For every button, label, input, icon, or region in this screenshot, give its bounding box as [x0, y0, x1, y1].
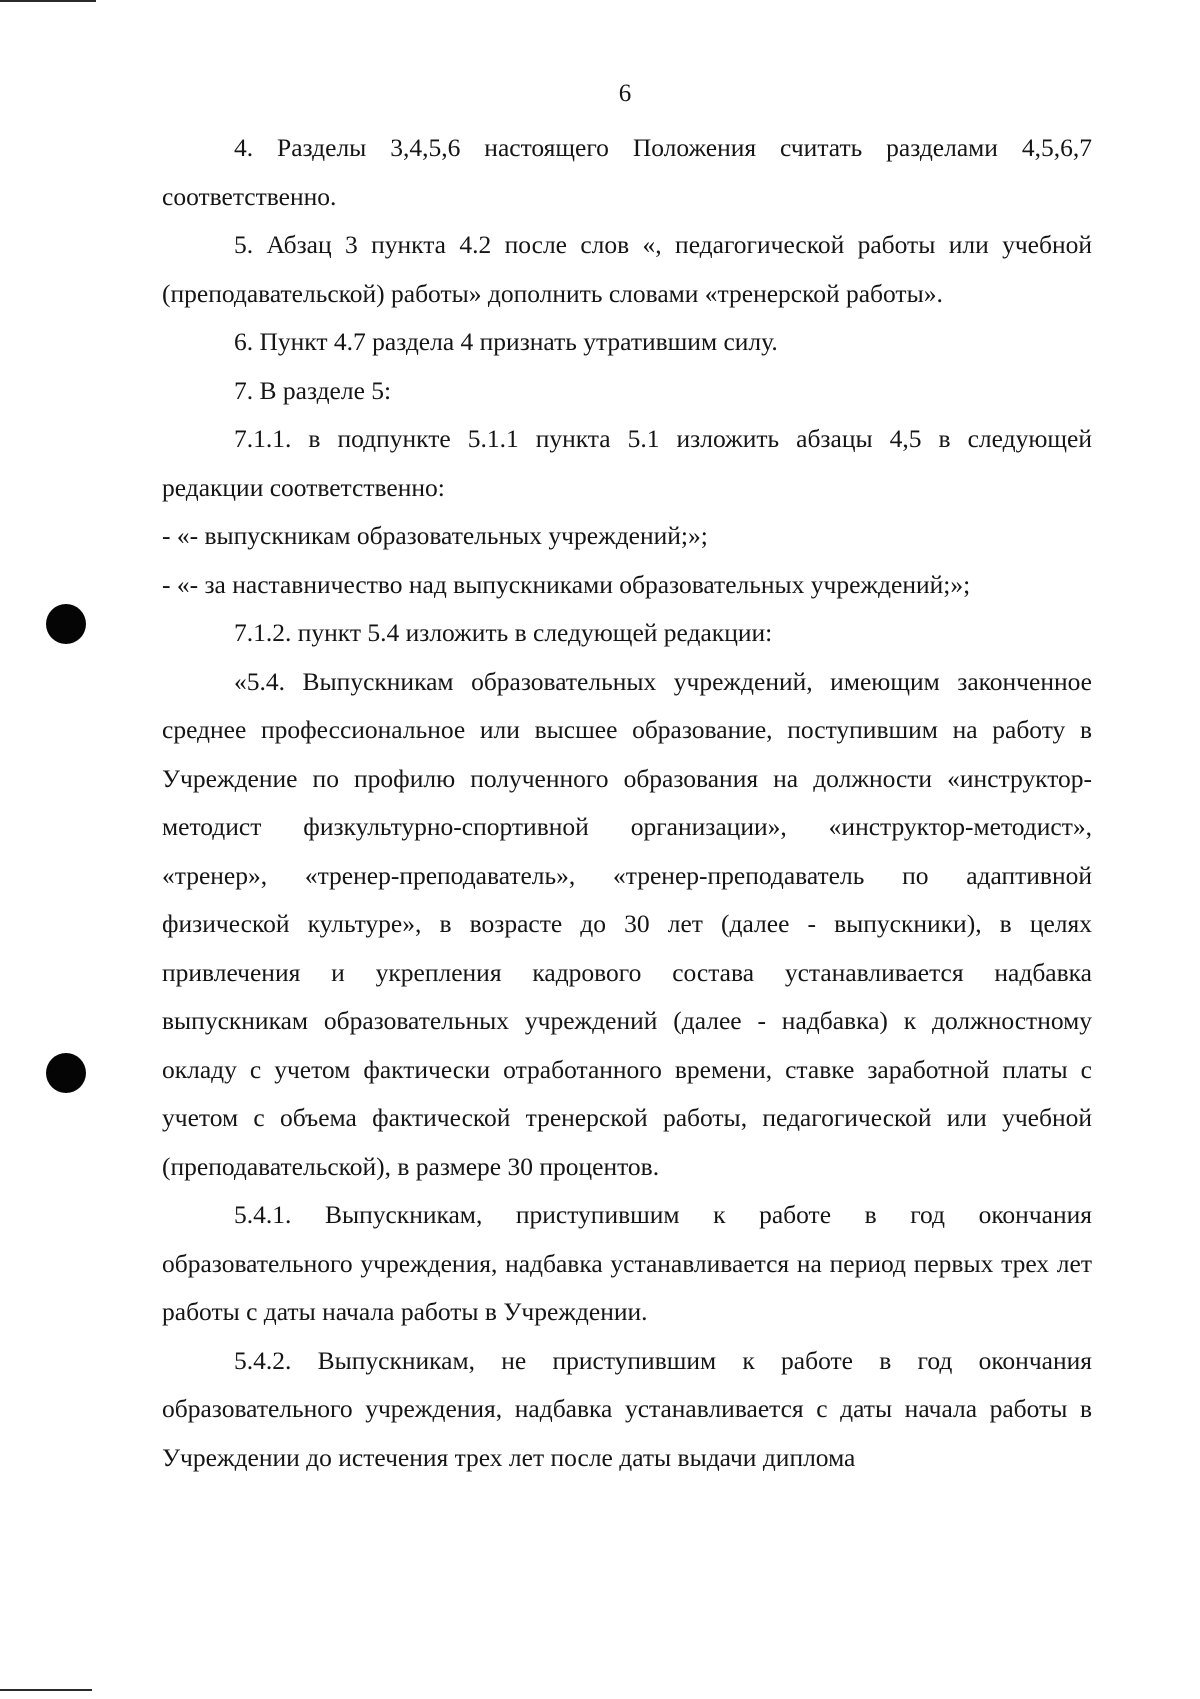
- scan-edge-mark-top: [0, 0, 96, 2]
- page-number: 6: [618, 80, 632, 107]
- paragraph-item-4-2-amendment: 5. Абзац 3 пункта 4.2 после слов «, педагогической работы или учебной (преподавательской) работы» дополнить словами «тренерской работы».: [162, 230, 1092, 308]
- document-body: [162, 124, 1092, 1482]
- scan-edge-mark-bottom: [0, 1689, 92, 1691]
- paragraph-subitem-7-1-2: 7.1.2. пункт 5.4 изложить в следующей редакции:: [234, 618, 773, 647]
- paragraph-section-5-intro: 7. В разделе 5:: [234, 375, 392, 405]
- punch-hole-lower: [46, 1053, 86, 1093]
- paragraph-item-5-4: «5.4. Выпускникам образовательных учреждений, имеющим законченное среднее профессиональное или высшее образование, поступившим на работу в Учреждение по профилю полученного образования на должности «инструктор-методист физкультурно-спортивной организации», «инструктор-методист», «тренер», «тренер-преподаватель», «тренер-преподаватель по адаптивной физической культуре», в возрасте до 30 лет (далее - выпускники), в целях привлечения и укрепления кадрового состава устанавливается надбавка выпускникам образовательных учреждений (далее - надбавка) к должностному окладу с учетом фактически отработанного времени, ставке заработной платы с учетом с объема фактической тренерской работы, педагогической или учебной (преподавательской), в размере 30 процентов.: [162, 666, 1092, 1181]
- paragraph-subitem-7-1-1: 7.1.1. в подпункте 5.1.1 пункта 5.1 изложить абзацы 4,5 в следующей редакции соответственно:: [162, 424, 1092, 502]
- paragraph-section-renumbering: 4. Разделы 3,4,5,6 настоящего Положения считать разделами 4,5,6,7 соответственно.: [162, 133, 1092, 211]
- paragraph-graduates-bullet: - «- выпускникам образовательных учреждений;»;: [162, 521, 708, 550]
- paragraph-item-4-7-repeal: 6. Пункт 4.7 раздела 4 признать утратившим силу.: [234, 327, 778, 356]
- punch-hole-upper: [46, 604, 86, 644]
- paragraph-item-5-4-2: 5.4.2. Выпускникам, не приступившим к работе в год окончания образовательного учреждения, надбавка устанавливается с даты начала работы в Учреждении до истечения трех лет после даты выдачи диплома: [162, 1345, 1092, 1472]
- paragraph-item-5-4-1: 5.4.1. Выпускникам, приступившим к работе в год окончания образовательного учреждения, надбавка устанавливается на период первых трех лет работы с даты начала работы в Учреждении.: [162, 1200, 1092, 1326]
- paragraph-mentoring-bullet: - «- за наставничество над выпускниками образовательных учреждений;»;: [162, 569, 971, 599]
